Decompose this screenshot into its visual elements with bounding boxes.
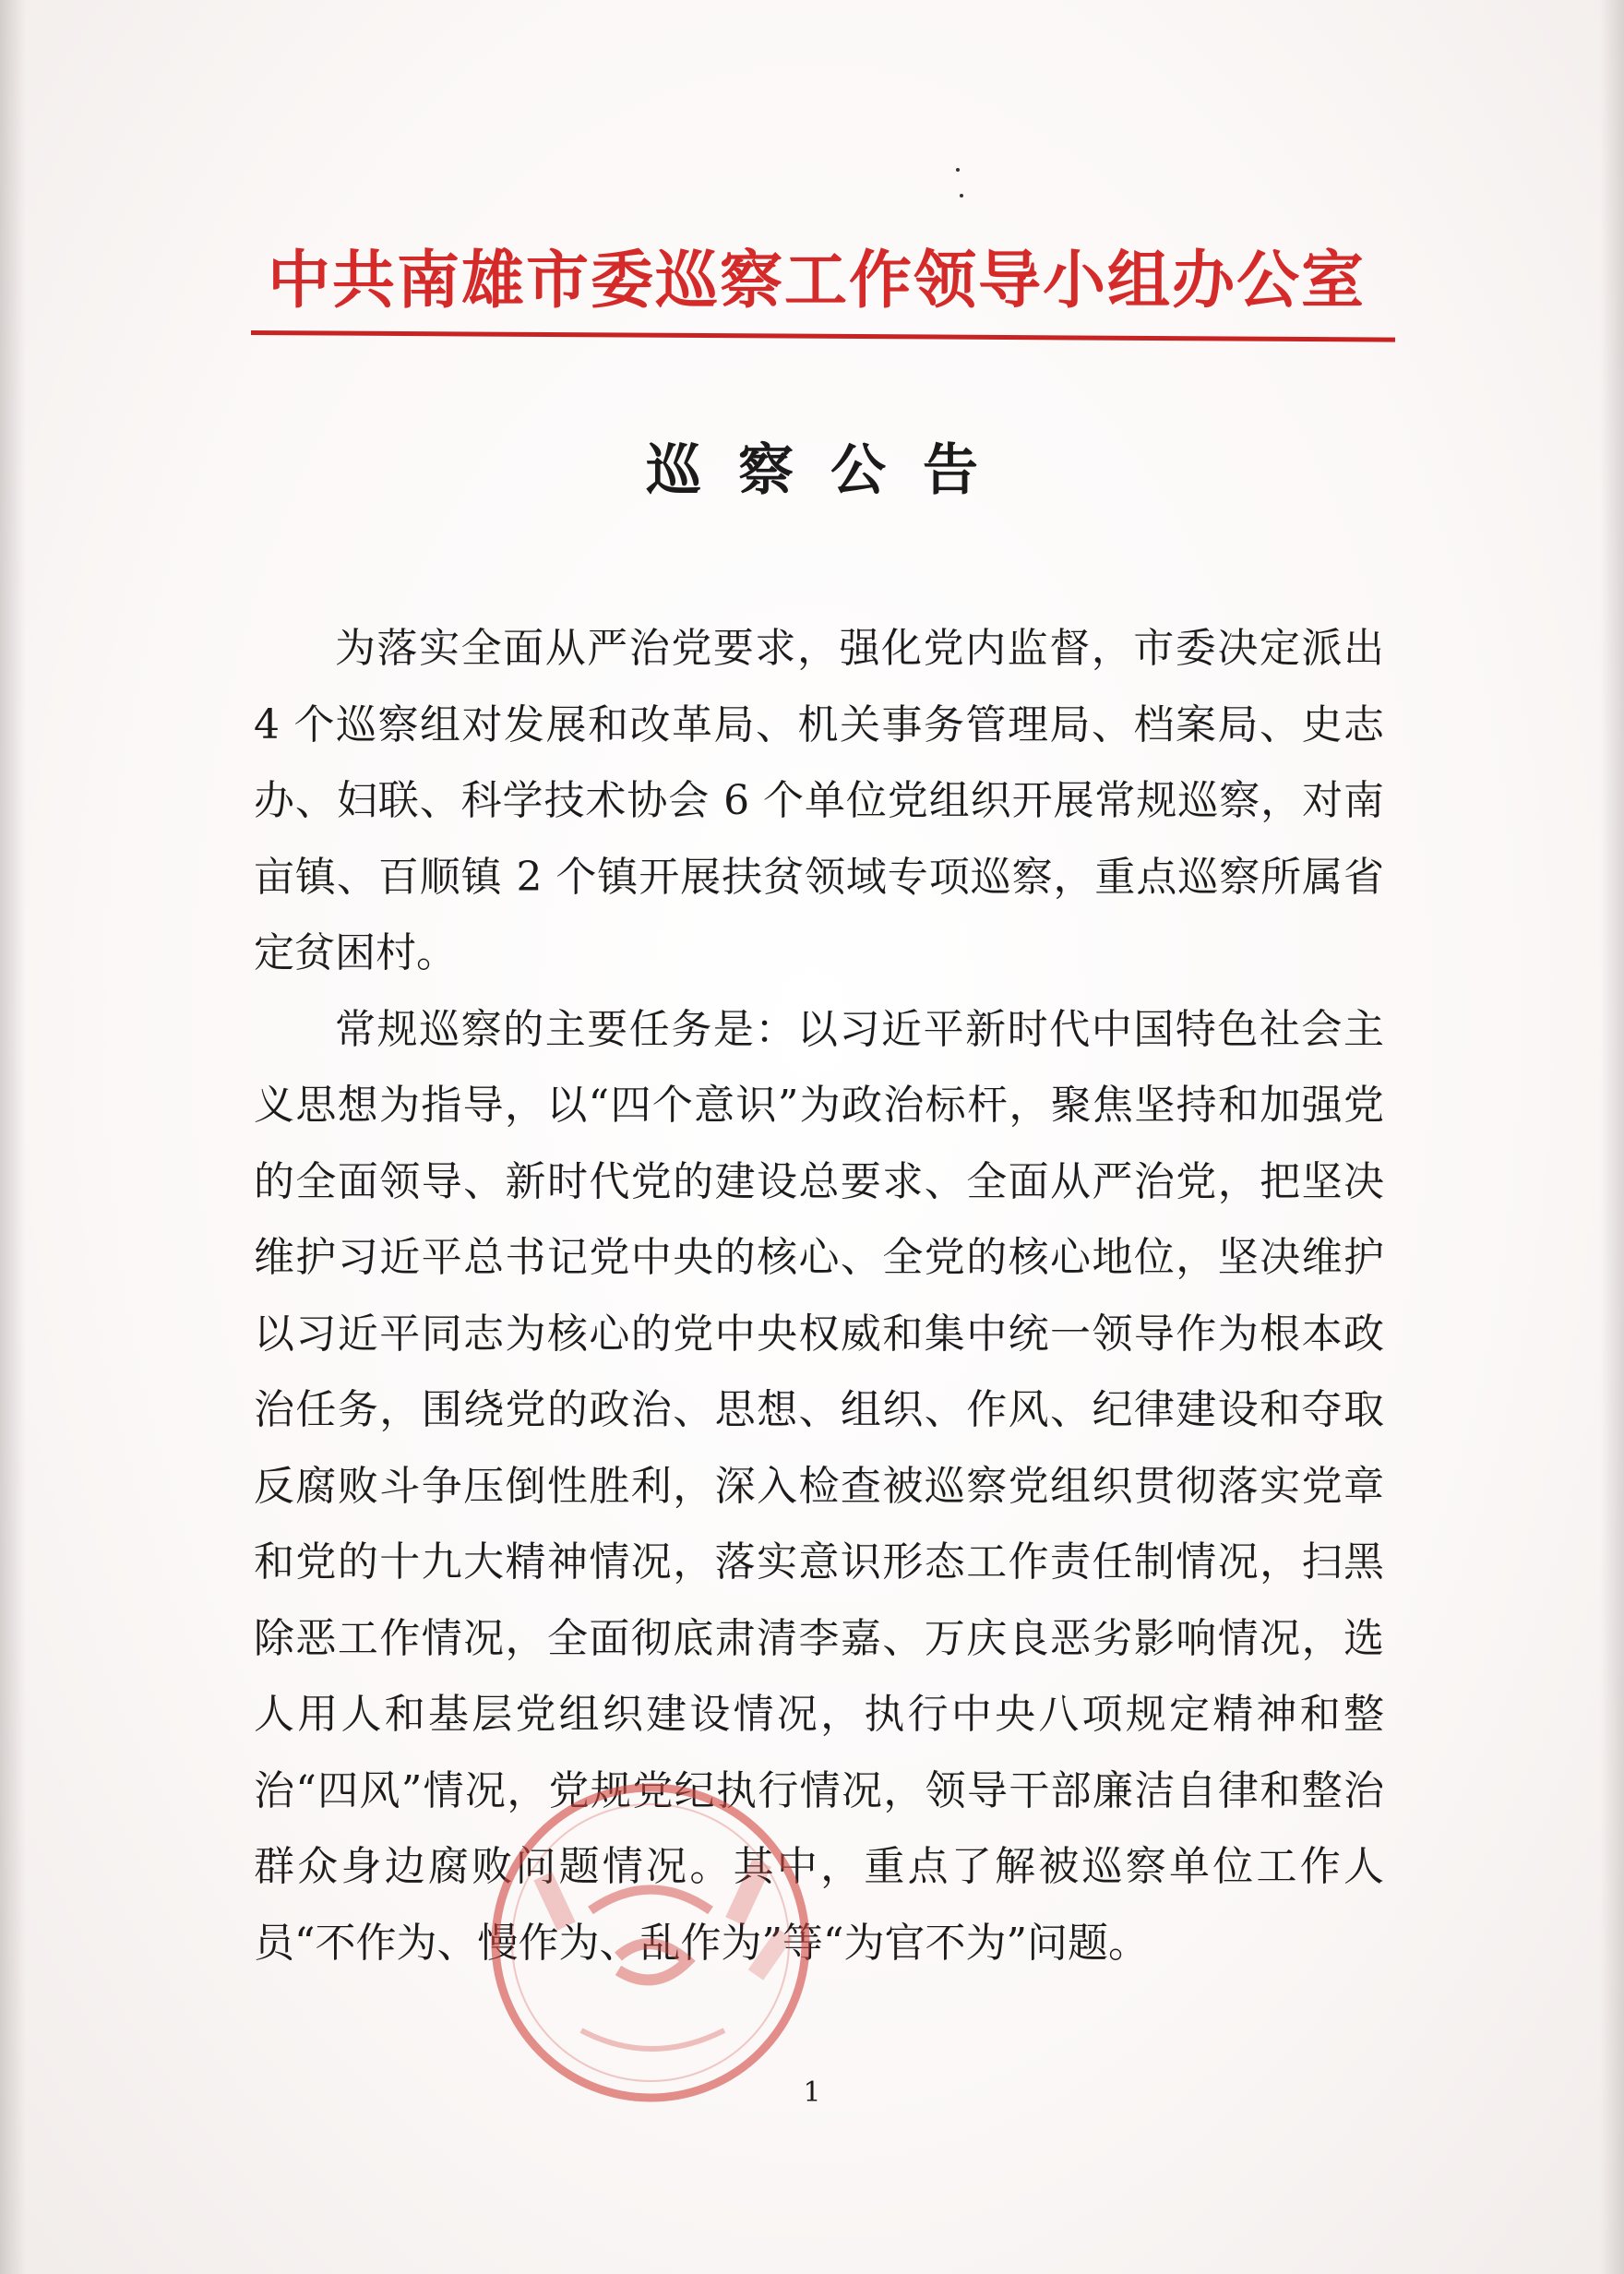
speck-mark [956, 168, 960, 172]
speck-mark [960, 194, 963, 197]
page-number: 1 [803, 2077, 821, 2109]
header-red-rule [251, 330, 1395, 342]
page-edge-shadow-right [1600, 0, 1624, 2274]
page-edge-shadow-left [0, 0, 26, 2274]
body-paragraph-1: 为落实全面从严治党要求，强化党内监督，市委决定派出 4 个巡察组对发展和改革局、机关事务管理局、档案局、史志办、妇联、科学技术协会 6 个单位党组织开展常规巡察，对南亩镇、百顺镇 2 个镇开展扶贫领域专项巡察，重点巡察所属省定贫困村。 [254, 625, 1384, 976]
organization-header-title: 中共南雄市委巡察工作领导小组办公室 [267, 245, 1366, 317]
document-title: 巡察公告 [646, 438, 1015, 503]
body-paragraph-2: 常规巡察的主要任务是：以习近平新时代中国特色社会主义思想为指导，以“四个意识”为政治标杆，聚焦坚持和加强党的全面领导、新时代党的建设总要求、全面从严治党，把坚决维护习近平总书记党中央的核心、全党的核心地位，坚决维护以习近平同志为核心的党中央权威和集中统一领导作为根本政治任务，围绕党的政治、思想、组织、作风、纪律建设和夺取反腐败斗争压倒性胜利，深入检查被巡察党组织贯彻落实党章和党的十九大精神情况，落实意识形态工作责任制情况，扫黑除恶工作情况，全面彻底肃清李嘉、万庆良恶劣影响情况，选人用人和基层党组织建设情况，执行中央八项规定精神和整治“四风”情况，党规党纪执行情况，领导干部廉洁自律和整治群众身边腐败问题情况。其中，重点了解被巡察单位工作人员“不作为、慢作为、乱作为”等“为官不为”问题。 [254, 1005, 1384, 1967]
official-seal-stamp [480, 1772, 821, 2113]
